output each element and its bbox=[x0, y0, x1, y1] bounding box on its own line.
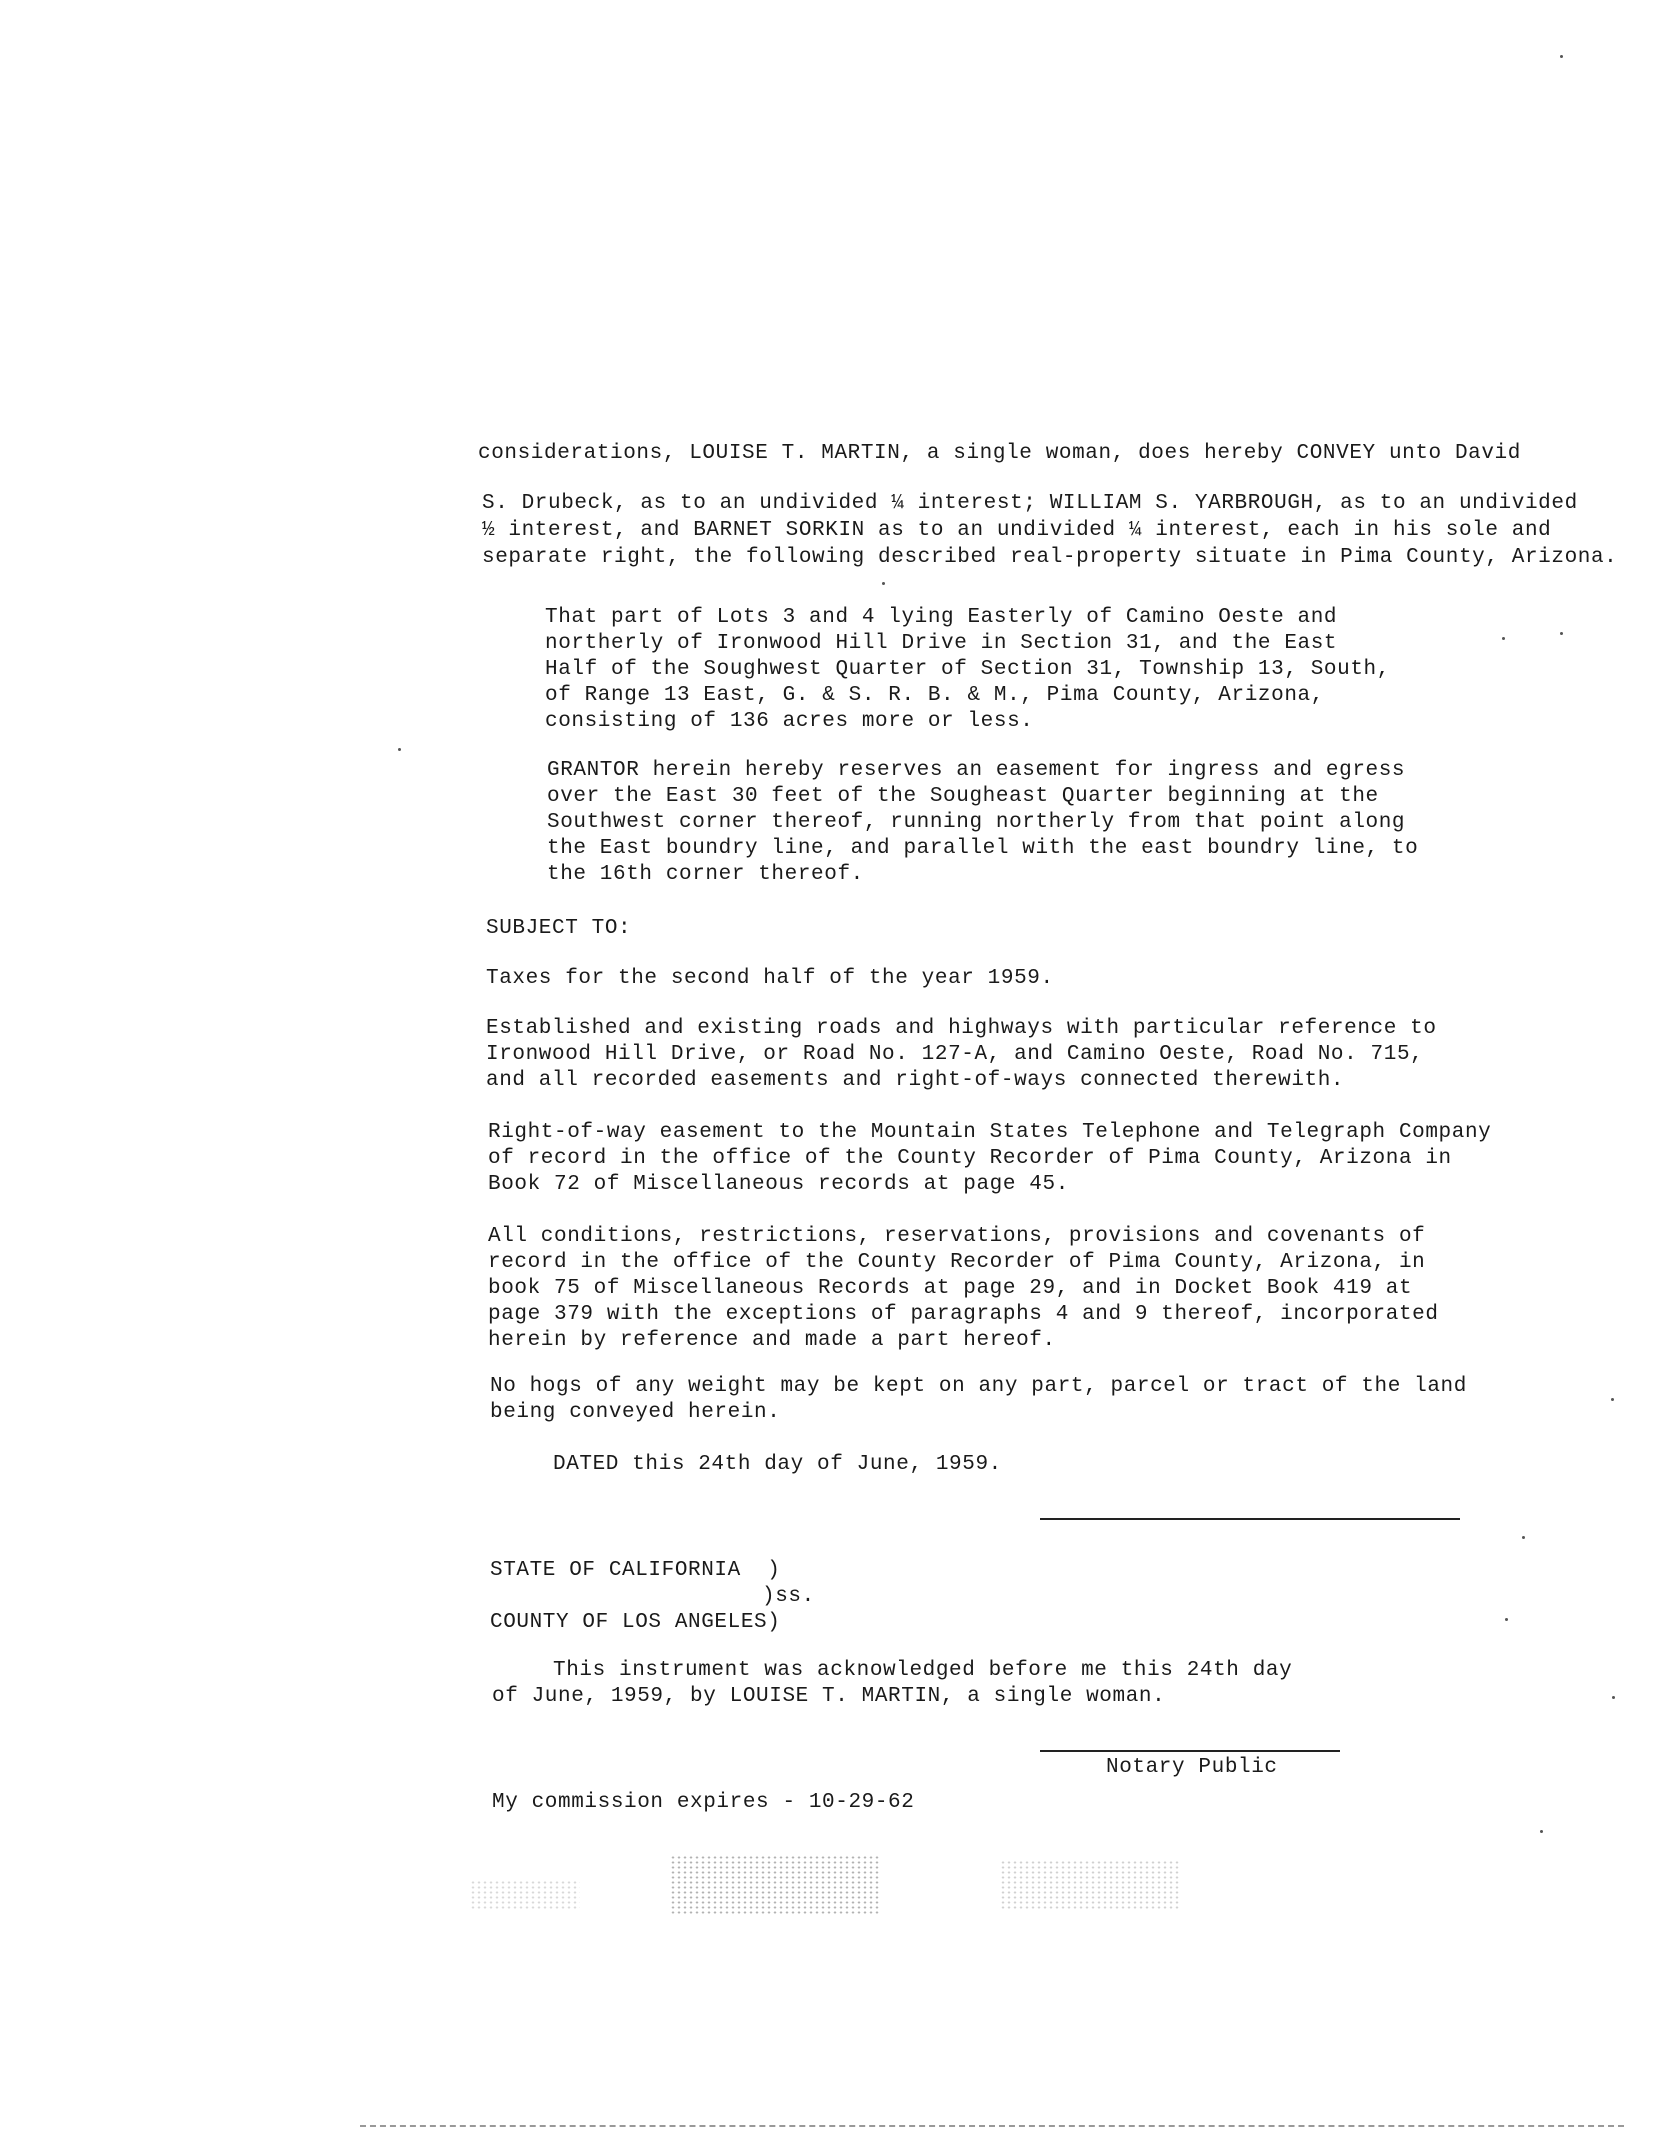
telephone-line: Right-of-way easement to the Mountain States Telephone and Telegraph Company bbox=[488, 1121, 1492, 1144]
legal-description-line: consisting of 136 acres more or less. bbox=[545, 710, 1034, 733]
scan-speck bbox=[1502, 637, 1505, 640]
easement-line: the 16th corner thereof. bbox=[547, 863, 864, 886]
legal-description-line: of Range 13 East, G. & S. R. B. & M., Pima County, Arizona, bbox=[545, 684, 1324, 707]
scan-speck bbox=[1505, 1618, 1508, 1621]
easement-line: over the East 30 feet of the Sougheast Quarter beginning at the bbox=[547, 785, 1379, 808]
grantor-signature-line bbox=[1040, 1518, 1460, 1520]
conditions-line: record in the office of the County Recorder of Pima County, Arizona, in bbox=[488, 1251, 1426, 1274]
scan-speck bbox=[1540, 1830, 1543, 1833]
scan-speck bbox=[398, 748, 401, 751]
scan-speck bbox=[882, 582, 885, 585]
scan-noise bbox=[670, 1855, 880, 1915]
venue-ss: )ss. bbox=[762, 1585, 815, 1608]
conditions-line: All conditions, restrictions, reservations, provisions and covenants of bbox=[488, 1225, 1426, 1248]
subject-to-heading: SUBJECT TO: bbox=[486, 917, 632, 940]
legal-description-line: northerly of Ironwood Hill Drive in Section 31, and the East bbox=[545, 632, 1338, 655]
scan-speck bbox=[1611, 1398, 1614, 1401]
intro-line: separate right, the following described real-property situate in Pima County, Arizona. bbox=[482, 546, 1618, 569]
roads-line: Established and existing roads and highways with particular reference to bbox=[486, 1017, 1437, 1040]
conditions-line: book 75 of Miscellaneous Records at page 29, and in Docket Book 419 at bbox=[488, 1277, 1413, 1300]
conditions-line: page 379 with the exceptions of paragraphs 4 and 9 thereof, incorporated bbox=[488, 1303, 1439, 1326]
page-bottom-edge bbox=[360, 2125, 1624, 2127]
legal-description-line: That part of Lots 3 and 4 lying Easterly of Camino Oeste and bbox=[545, 606, 1338, 629]
legal-description-line: Half of the Soughwest Quarter of Section 31, Township 13, South, bbox=[545, 658, 1390, 681]
intro-line: ½ interest, and BARNET SORKIN as to an undivided ¼ interest, each in his sole and bbox=[482, 519, 1552, 542]
easement-line: Southwest corner thereof, running northerly from that point along bbox=[547, 811, 1406, 834]
taxes-line: Taxes for the second half of the year 1959. bbox=[486, 967, 1054, 990]
acknowledgment-line: This instrument was acknowledged before me this 24th day bbox=[553, 1659, 1293, 1682]
scan-noise bbox=[1000, 1860, 1180, 1910]
telephone-line: Book 72 of Miscellaneous records at page 45. bbox=[488, 1173, 1069, 1196]
easement-line: GRANTOR herein hereby reserves an easement for ingress and egress bbox=[547, 759, 1406, 782]
notary-signature-line bbox=[1040, 1750, 1340, 1752]
roads-line: and all recorded easements and right-of-ways connected therewith. bbox=[486, 1069, 1345, 1092]
scan-noise bbox=[470, 1880, 580, 1910]
scan-speck bbox=[1560, 632, 1563, 635]
notary-label: Notary Public bbox=[1106, 1756, 1278, 1779]
dated-line: DATED this 24th day of June, 1959. bbox=[553, 1453, 1002, 1476]
hogs-line: No hogs of any weight may be kept on any part, parcel or tract of the land bbox=[490, 1375, 1467, 1398]
conditions-line: herein by reference and made a part hereof. bbox=[488, 1329, 1056, 1352]
scan-speck bbox=[1522, 1536, 1525, 1539]
intro-line: S. Drubeck, as to an undivided ¼ interest; WILLIAM S. YARBROUGH, as to an undivided bbox=[482, 492, 1578, 515]
venue-county: COUNTY OF LOS ANGELES) bbox=[490, 1611, 781, 1634]
acknowledgment-line: of June, 1959, by LOUISE T. MARTIN, a single woman. bbox=[492, 1685, 1166, 1708]
scan-speck bbox=[1612, 1696, 1615, 1699]
telephone-line: of record in the office of the County Recorder of Pima County, Arizona in bbox=[488, 1147, 1452, 1170]
venue-state: STATE OF CALIFORNIA ) bbox=[490, 1559, 781, 1582]
commission-expiry: My commission expires - 10-29-62 bbox=[492, 1791, 915, 1814]
easement-line: the East boundry line, and parallel with the east boundry line, to bbox=[547, 837, 1419, 860]
scan-speck bbox=[1560, 55, 1563, 58]
roads-line: Ironwood Hill Drive, or Road No. 127-A, and Camino Oeste, Road No. 715, bbox=[486, 1043, 1424, 1066]
intro-line: considerations, LOUISE T. MARTIN, a single woman, does hereby CONVEY unto David bbox=[478, 442, 1521, 465]
hogs-line: being conveyed herein. bbox=[490, 1401, 781, 1424]
